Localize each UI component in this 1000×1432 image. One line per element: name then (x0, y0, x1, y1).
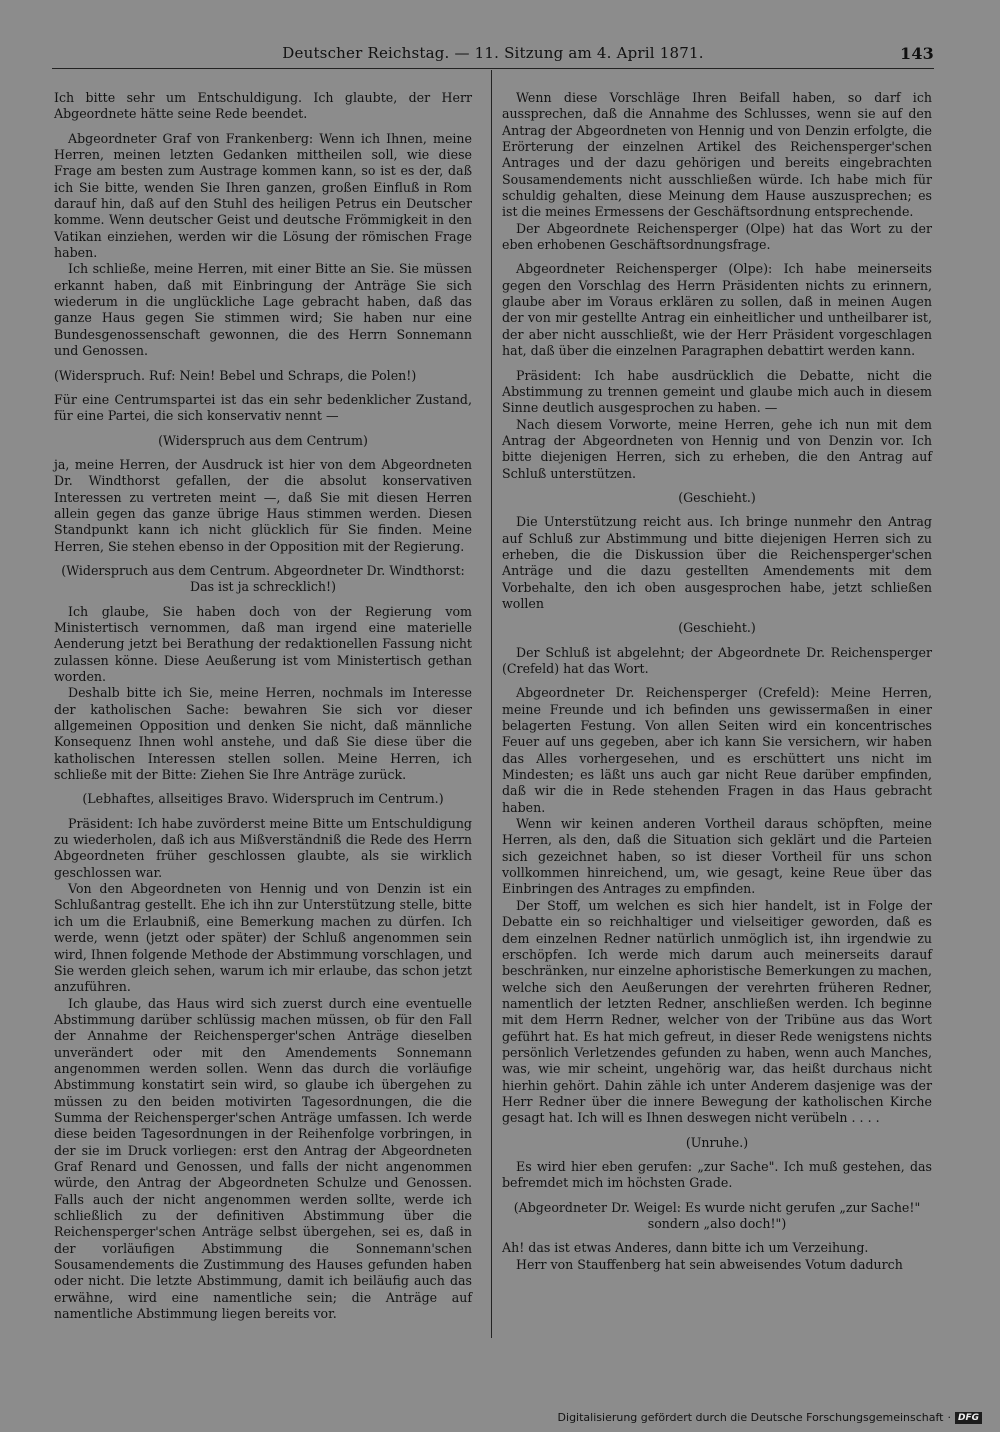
interjection: (Widerspruch aus dem Centrum. Abgeordneter Dr. Windthorst: Das ist ja schrecklich!) (61, 562, 465, 595)
page-header-title: Deutscher Reichstag. — 11. Sitzung am 4. April 1871. (282, 44, 704, 62)
paragraph: Ich glaube, das Haus wird sich zuerst durch eine eventuelle Abstimmung darüber schlüssig machen müssen, ob für den Fall der Annahme der Reichensperger'schen Anträge dieselben unverändert oder mit den Amendements Sonnemann angenommen werden sollen. Wenn das durch die vorläufige Abstimmung konstatirt sein wird, so glaube ich übergehen zu müssen zu den beiden motivirten Tagesordnungen, die die Summa der Reichensperger'schen Anträge umfassen. Ich werde diese beiden Tagesordnungen in der Reihenfolge vorbringen, in der sie im Druck vorliegen: erst den Antrag der Abgeordneten Graf Renard und Genossen, und falls der nicht angenommen würde, den Antrag der Abgeordneten Schulze und Genossen. Falls auch der nicht angenommen werden sollte, werde ich schließlich zu der definitiven Abstimmung über die Reichensperger'schen Anträge selbst übergehen, sei es, daß in der vorläufigen Abstimmung die Sonnemann'schen Sousamendements die Zustimmung des Hauses gefunden haben oder nicht. Die letzte Abstimmung, damit ich beiläufig auch das erwähne, wird eine namentliche sein; die Anträge auf namentliche Abstimmung liegen bereits vor. (54, 995, 472, 1322)
header-rule (52, 68, 934, 69)
paragraph: Nach diesem Vorworte, meine Herren, gehe ich nun mit dem Antrag der Abgeordneten von Hennig und von Denzin vor. Ich bitte diejenigen Herren, sich zu erheben, die den Antrag auf Schluß unterstützen. (502, 416, 932, 481)
page-number: 143 (900, 44, 934, 63)
paragraph: Deshalb bitte ich Sie, meine Herren, nochmals im Interesse der katholischen Sache: bewahren Sie sich vor dieser allgemeinen Opposition und denken Sie nicht, daß männliche Konsequenz Ihnen wohl anstehe, und daß Sie diese über die katholischen Interessen stellen sollen. Meine Herren, ich schließe mit der Bitte: Ziehen Sie Ihre Anträge zurück. (54, 685, 472, 783)
paragraph: Wenn diese Vorschläge Ihren Beifall haben, so darf ich aussprechen, daß die Annahme des Schlusses, wenn sie auf den Antrag der Abgeordneten von Hennig und von Denzin erfolgte, die Erörterung der einzelnen Artikel des Reichensperger'schen Antrages und der dazu gehörigen und bereits eingebrachten Sousamendements nicht ausschließen würde. Ich habe mich für schuldig gehalten, diese Meinung dem Hause auszusprechen; es ist die meines Ermessens der Geschäftsordnung entsprechende. (502, 90, 932, 220)
paragraph: Ich bitte sehr um Entschuldigung. Ich glaubte, der Herr Abgeordnete hätte seine Rede beendet. (54, 90, 472, 122)
paragraph: Abgeordneter Reichensperger (Olpe): Ich habe meinerseits gegen den Vorschlag des Herrn Präsidenten nichts zu erinnern, glaube aber im Voraus erklären zu sollen, daß in meinen Augen der von mir gestellte Antrag ein einheitlicher und untheilbarer ist, der aber nicht ausschließt, wie der Herr Präsident vorgeschlagen hat, daß über die einzelnen Paragraphen debattirt werden kann. (502, 261, 932, 359)
paragraph: Ich schließe, meine Herren, mit einer Bitte an Sie. Sie müssen erkannt haben, daß mit Einbringung der Anträge Sie sich wiederum in die unglückliche Lage gebracht haben, daß das ganze Haus gegen Sie stimmen wird; Sie haben nur eine Bundesgenossenschaft gewonnen, die des Herrn Sonnemann und Genossen. (54, 261, 472, 359)
paragraph: Herr von Stauffenberg hat sein abweisendes Votum dadurch (516, 1256, 903, 1272)
column-divider (491, 70, 492, 1338)
paragraph: ja, meine Herren, der Ausdruck ist hier von dem Abgeordneten Dr. Windthorst gefallen, der die absolut konservativen Interessen zu vertreten meint —, daß Sie mit diesen Herren allein gegen das ganze übrige Haus stimmen werden. Diesen Standpunkt kann ich nicht glücklich für Sie finden. Meine Herren, Sie stehen ebenso in der Opposition mit der Regierung. (54, 456, 472, 554)
paragraph: Abgeordneter Graf von Frankenberg: Wenn ich Ihnen, meine Herren, meinen letzten Gedanken mittheilen soll, wie diese Frage am besten zum Austrage kommen kann, so ist es der, daß ich Sie bitte, wenden Sie Ihren ganzen, großen Einfluß in Rom darauf hin, daß auf den Stuhl des heiligen Petrus ein Deutscher komme. Wenn deutscher Geist und deutsche Frömmigkeit in den Vatikan einziehen, werden wir die Lösung der römischen Frage haben. (54, 130, 472, 261)
paragraph: Die Unterstützung reicht aus. Ich bringe nunmehr den Antrag auf Schluß zur Abstimmung und bitte diejenigen Herren sich zu erheben, die die Diskussion über die Reichensperger'schen Anträge und die dazu gestellten Amendements mit dem Vorbehalte, den ich oben ausgesprochen habe, jetzt schließen wollen (502, 514, 932, 611)
paragraph: Präsident: Ich habe ausdrücklich die Debatte, nicht die Abstimmung zu trennen gemeint und glaube mich auch in diesem Sinne deutlich ausgesprochen zu haben. — (502, 367, 932, 416)
interjection: (Unruhe.) (685, 1134, 749, 1150)
page-header (52, 44, 934, 66)
interjection: (Geschieht.) (678, 489, 756, 505)
paragraph: Abgeordneter Dr. Reichensperger (Crefeld): Meine Herren, meine Freunde und ich befinden uns gewissermaßen in einer belagerten Festung. Von allen Seiten wird ein koncentrisches Feuer auf uns gegeben, aber ich kann Sie versichern, wir haben das Alles vorhergesehen, und es erschüttert uns nicht im Mindesten; es läßt uns auch gar nicht Reue darüber empfinden, daß wir die in Rede stehenden Fragen in das Haus gebracht haben. (502, 685, 932, 815)
interjection: (Lebhaftes, allseitiges Bravo. Widerspruch im Centrum.) (82, 791, 444, 807)
paragraph: Ah! das ist etwas Anderes, dann bitte ich um Verzeihung. (502, 1240, 869, 1256)
interjection: (Widerspruch. Ruf: Nein! Bebel und Schraps, die Polen!) (54, 367, 417, 383)
paragraph: Wenn wir keinen anderen Vortheil daraus schöpften, meine Herren, als den, daß die Situation sich geklärt und die Parteien sich gezeichnet haben, so ist dieser Vortheil für uns schon vollkommen hinreichend, um, wie gesagt, keine Reue über das Einbringen des Antrages zu empfinden. (502, 816, 932, 897)
paragraph: Von den Abgeordneten von Hennig und von Denzin ist ein Schlußantrag gestellt. Ehe ich ihn zur Unterstützung stelle, bitte ich um die Erlaubniß, eine Bemerkung machen zu dürfen. Ich werde, wenn (jetzt oder später) der Schluß angenommen sein wird, Ihnen folgende Methode der Abstimmung vorschlagen, und Sie werden gleich sehen, warum ich mir erlaube, das schon jetzt anzuführen. (54, 881, 472, 995)
dfg-logo: DFG (955, 1412, 982, 1424)
interjection: (Widerspruch aus dem Centrum) (158, 432, 368, 448)
paragraph: Es wird hier eben gerufen: „zur Sache". Ich muß gestehen, das befremdet mich im höchsten Grade. (502, 1158, 932, 1191)
footer: Digitalisierung gefördert durch die Deutsche Forschungsgemeinschaft · DFG (558, 1411, 982, 1424)
paragraph: Der Abgeordnete Reichensperger (Olpe) hat das Wort zu der eben erhobenen Geschäftsordnungsfrage. (502, 220, 932, 253)
left-column (54, 90, 472, 1322)
paragraph: Ich glaube, Sie haben doch von der Regierung vom Ministertisch vernommen, daß man irgend eine materielle Aenderung jetzt bei Berathung der redaktionellen Fassung nicht zulassen könne. Diese Aeußerung ist vom Ministertisch gethan worden. (54, 603, 472, 684)
interjection: (Abgeordneter Dr. Weigel: Es wurde nicht gerufen „zur Sache!" sondern „also doch!") (513, 1199, 921, 1231)
right-column (502, 90, 932, 1273)
footer-credit: Digitalisierung gefördert durch die Deutsche Forschungsgemeinschaft (557, 1411, 944, 1424)
paragraph: Der Schluß ist abgelehnt; der Abgeordnete Dr. Reichensperger (Crefeld) hat das Wort. (502, 644, 932, 676)
interjection: (Geschieht.) (678, 620, 756, 636)
paragraph: Präsident: Ich habe zuvörderst meine Bitte um Entschuldigung zu wiederholen, daß ich aus Mißverständniß die Rede des Herrn Abgeordneten früher geschlossen glaubte, als sie wirklich geschlossen war. (54, 815, 472, 880)
paragraph: Für eine Centrumspartei ist das ein sehr bedenklicher Zustand, für eine Partei, die sich konservativ nennt — (54, 391, 472, 424)
paragraph: Der Stoff, um welchen es sich hier handelt, ist in Folge der Debatte ein so reichhaltiger und vielseitiger geworden, daß es dem einzelnen Redner natürlich unmöglich ist, ihn irgendwie zu erschöpfen. Ich werde mich darum auch meinerseits darauf beschränken, nur einzelne aphoristische Bemerkungen zu machen, welche sich den Aeußerungen der verehrten früheren Redner, namentlich der letzten Redner, anschließen werden. Ich beginne mit dem Herrn Redner, welcher von der Tribüne aus das Wort geführt hat. Es hat mich gefreut, in dieser Rede wenigstens nichts persönlich Verletzendes gefunden zu haben, wenn auch Manches, was, wie mir scheint, ungehörig war, das heißt durchaus nicht hierhin gehört. Dahin zähle ich unter Anderem dasjenige was der Herr Redner über die innere Bewegung der katholischen Kirche gesagt hat. Ich will es Ihnen deswegen nicht verübeln . . . . (502, 897, 932, 1126)
